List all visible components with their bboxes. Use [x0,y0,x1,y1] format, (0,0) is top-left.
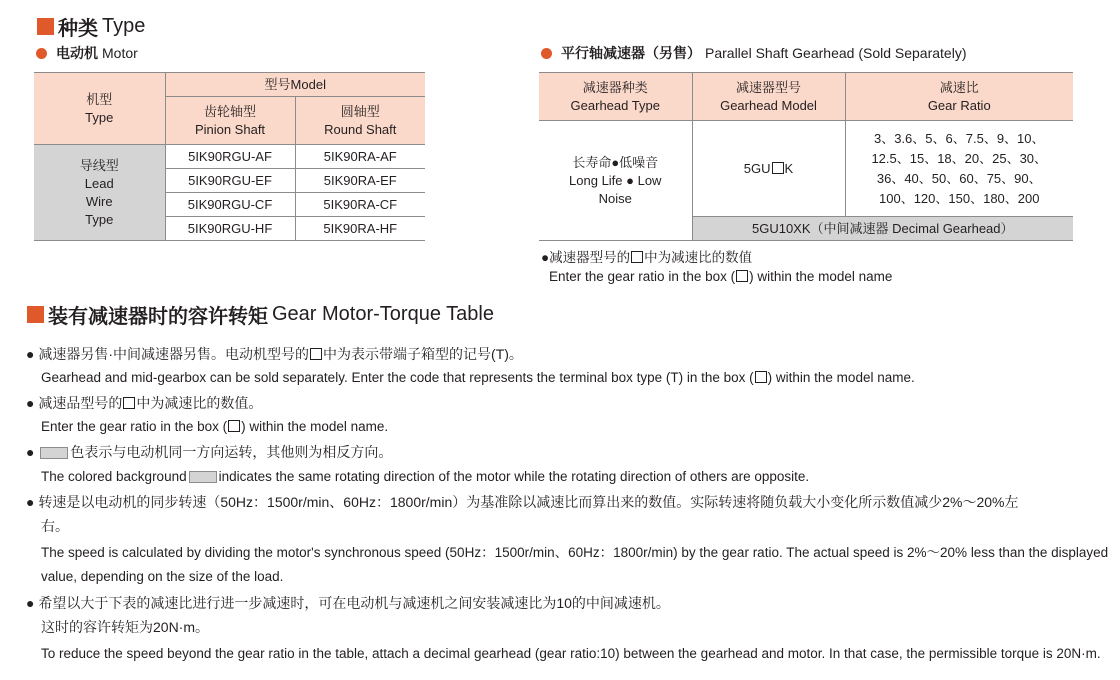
gearhead-subheading [541,43,966,63]
bullet-dot-icon [541,48,552,59]
decimal-gearhead-cell: 5GU10XK（中间减速器 Decimal Gearhead） [692,217,1073,241]
lead-wire-type-cell: 导线型 Lead Wire Type [34,145,165,241]
section-square-icon [37,18,54,35]
round-model-cell: 5IK90RA-CF [295,193,425,217]
bullet-5-en: To reduce the speed beyond the gear ratio in the table, attach a decimal gearhead (gear ratio:10) between the gearhead and motor. In that case, the permissible torque is 20N·m. [41,646,1101,661]
gearhead-kind-cell: 长寿命●低噪音 Long Life ● Low Noise [539,121,692,241]
bullet-5-zh: ● 希望以大于下表的减速比进行进一步减速时，可在电动机与减速机之间安装减速比为10的中间减速机。 [26,595,670,611]
gearhead-note-en: Enter the gear ratio in the box ( ) within the model name [549,269,893,284]
pinion-model-cell: 5IK90RGU-CF [165,193,295,217]
bullet-1-en: Gearhead and mid-gearbox can be sold separately. Enter the code that represents the terminal box type (T) in the box ( ) within the model name. [41,370,915,385]
box-symbol-icon [736,270,748,282]
gearhead-type-header: 减速器种类 Gearhead Type [539,73,692,121]
box-symbol-icon [123,397,135,409]
bullet-1-zh: ● 减速器另售·中间减速器另售。电动机型号的 中为表示带端子箱型的记号(T)。 [26,346,523,362]
pinion-model-cell: 5IK90RGU-HF [165,217,295,241]
motor-type-header: 机型 Type [34,73,165,145]
bullet-4-zh-cont: 右。 [41,518,69,534]
round-model-cell: 5IK90RA-EF [295,169,425,193]
round-model-cell: 5IK90RA-HF [295,217,425,241]
type-section-heading [37,12,145,41]
bullet-dot-icon [36,48,47,59]
gearhead-model-header: 减速器型号 Gearhead Model [692,73,845,121]
motor-label-zh: 电动机 [56,45,98,61]
box-symbol-icon [228,420,240,432]
torque-title-en: Gear Motor-Torque Table [272,303,494,325]
gearhead-table [539,72,1073,241]
motor-label-en: Motor [102,45,138,61]
round-shaft-header: 圆轴型 Round Shaft [295,97,425,145]
torque-section-heading [27,300,494,329]
motor-subheading [36,43,138,63]
box-symbol-icon [631,251,643,263]
bullet-2-zh: ● 减速品型号的 中为减速比的数值。 [26,395,263,411]
bullet-4-en-2: value, depending on the size of the load. [41,569,284,584]
gray-swatch-icon [189,471,217,483]
pinion-shaft-header: 齿轮轴型 Pinion Shaft [165,97,295,145]
gear-ratio-cell: 3、3.6、5、6、7.5、9、10、 12.5、15、18、20、25、30、 36、40、50、60、75、90、 100、120、150、180、200 [845,121,1073,217]
box-symbol-icon [772,162,784,174]
box-symbol-icon [755,371,767,383]
type-title-en: Type [102,15,146,37]
motor-model-header: 型号Model [165,73,425,97]
gear-ratio-header: 减速比 Gear Ratio [845,73,1073,121]
motor-table [34,72,425,241]
bullet-3-zh: ● 色表示与电动机同一方向运转，其他则为相反方向。 [26,444,393,460]
type-title-zh: 种类 [58,18,98,40]
bullet-4-en-1: The speed is calculated by dividing the motor's synchronous speed (50Hz：1500r/min、60Hz：1800r/min) by the gear ratio. The actual speed is 2%～20% less than the displayed [41,545,1109,560]
gray-swatch-icon [40,447,68,459]
pinion-model-cell: 5IK90RGU-EF [165,169,295,193]
section-square-icon [27,306,44,323]
gearhead-model-cell: 5GU K [692,121,845,217]
torque-title-zh: 装有减速器时的容许转矩 [48,306,268,328]
gearhead-note-zh: ●减速器型号的 中为减速比的数值 [541,250,753,265]
bullet-4-zh: ● 转速是以电动机的同步转速（50Hz：1500r/min、60Hz：1800r/min）为基准除以减速比而算出来的数值。实际转速将随负载大小变化所示数值减少2%～20%左 [26,494,1019,510]
pinion-model-cell: 5IK90RGU-AF [165,145,295,169]
bullet-5-zh-cont: 这时的容许转矩为20N·m。 [41,619,210,635]
round-model-cell: 5IK90RA-AF [295,145,425,169]
table-row [34,145,425,169]
bullet-3-en: The colored background indicates the same rotating direction of the motor while the rotating direction of others are opposite. [41,469,810,484]
gearhead-label-zh: 平行轴减速器（另售） [561,45,701,61]
gearhead-label-en: Parallel Shaft Gearhead (Sold Separately) [705,45,967,61]
box-symbol-icon [310,348,322,360]
bullet-2-en: Enter the gear ratio in the box ( ) within the model name. [41,419,389,434]
